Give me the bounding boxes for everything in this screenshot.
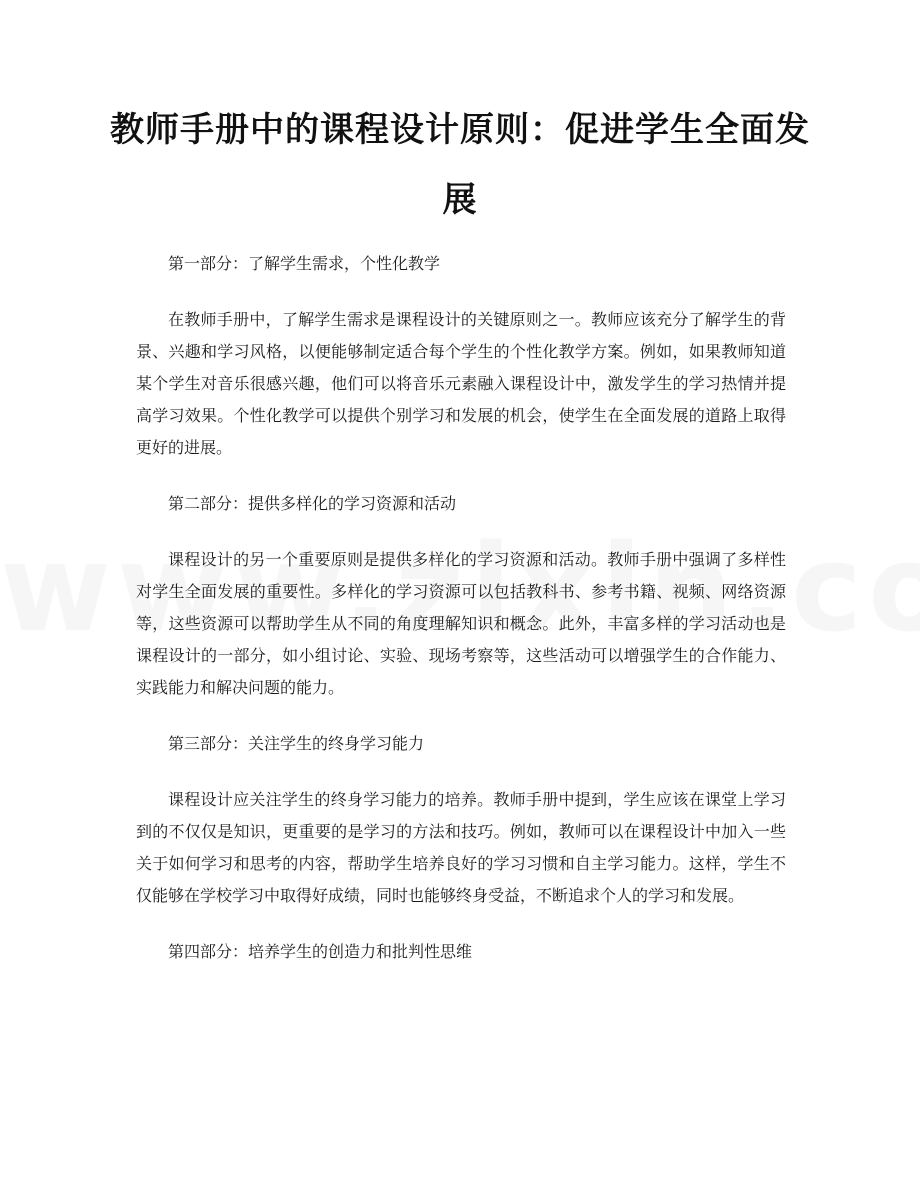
section-paragraph-1: 在教师手册中，了解学生需求是课程设计的关键原则之一。教师应该充分了解学生的背景、兴趣和学习风格，以便能够制定适合每个学生的个性化教学方案。例如，如果教师知道某个学生对音乐很感兴趣，他们可以将音乐元素融入课程设计中，激发学生的学习热情并提高学习效果。个性化教学可以提供个别学习和发展的机会，使学生在全面发展的道路上取得更好的进展。 <box>136 310 786 457</box>
section-paragraph-2: 课程设计的另一个重要原则是提供多样化的学习资源和活动。教师手册中强调了多样性对学生全面发展的重要性。多样化的学习资源可以包括教科书、参考书籍、视频、网络资源等，这些资源可以帮助学生从不同的角度理解知识和概念。此外，丰富多样的学习活动也是课程设计的一部分，如小组讨论、实验、现场考察等，这些活动可以增强学生的合作能力、实践能力和解决问题的能力。 <box>136 550 786 697</box>
document-body <box>136 248 786 992</box>
section-paragraph-3: 课程设计应关注学生的终身学习能力的培养。教师手册中提到，学生应该在课堂上学习到的不仅仅是知识，更重要的是学习的方法和技巧。例如，教师可以在课程设计中加入一些关于如何学习和思考的内容，帮助学生培养良好的学习习惯和自主学习能力。这样，学生不仅能够在学校学习中取得好成绩，同时也能够终身受益，不断追求个人的学习和发展。 <box>136 790 786 905</box>
document-title: 教师手册中的课程设计原则：促进学生全面发展 <box>110 110 810 220</box>
section-heading-3: 第三部分：关注学生的终身学习能力 <box>168 734 425 753</box>
section-heading-4: 第四部分：培养学生的创造力和批判性思维 <box>168 942 473 961</box>
section-heading-2: 第二部分：提供多样化的学习资源和活动 <box>168 494 457 513</box>
section-heading-1: 第一部分：了解学生需求，个性化教学 <box>168 254 441 273</box>
